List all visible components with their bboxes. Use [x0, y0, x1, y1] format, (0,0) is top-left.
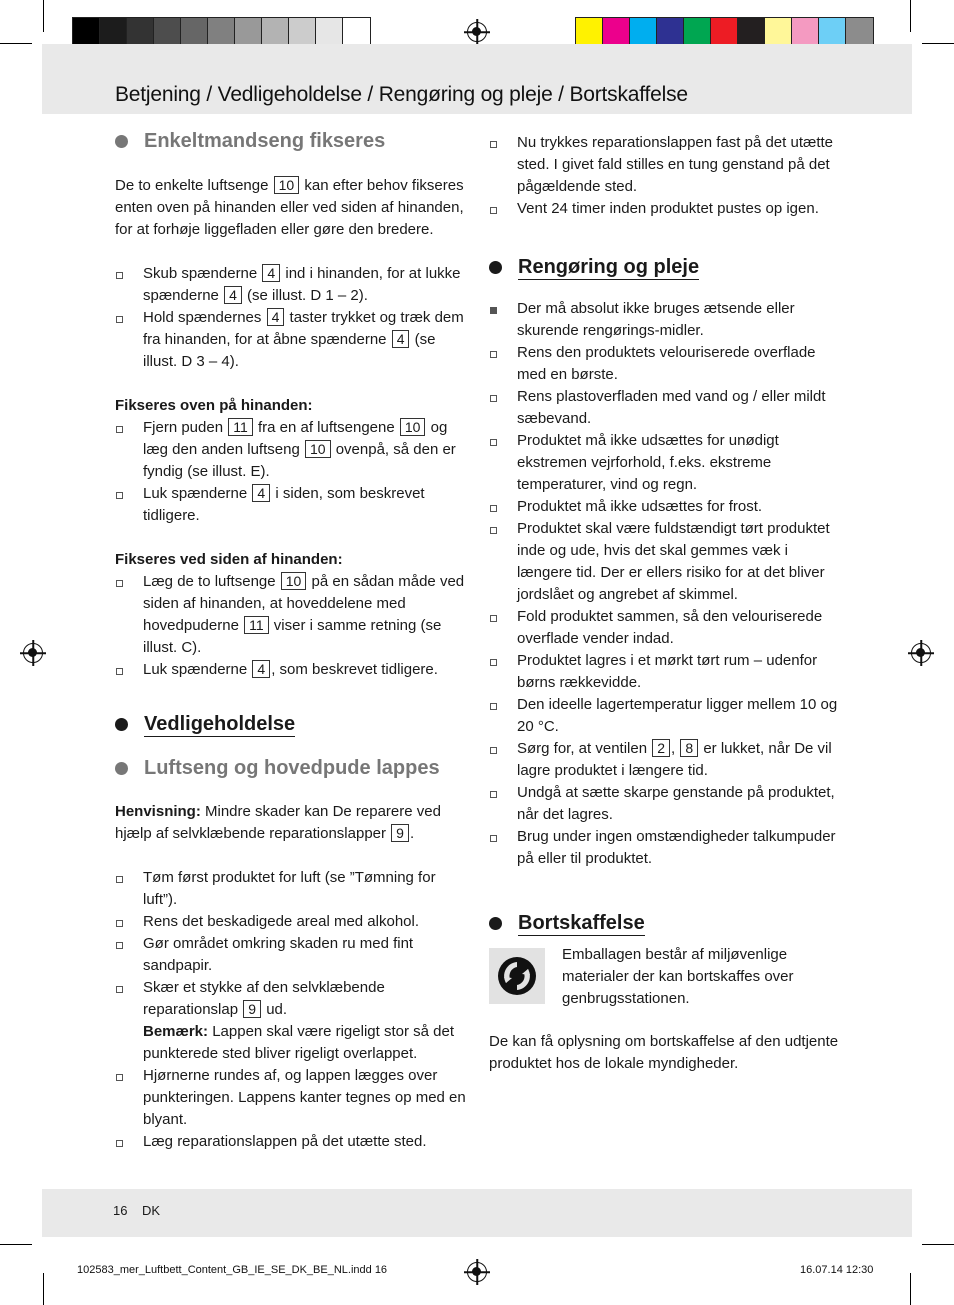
process-swatch [711, 18, 738, 46]
grey-swatch [235, 18, 262, 46]
list-item: Rens plastoverfladen med vand og / eller mildt sæbevand. [489, 386, 844, 430]
grey-swatch [289, 18, 316, 46]
list-item: Fjern puden 11 fra en af luftsengene 10 og læg den anden luftseng 10 ovenpå, så den er fyndig (se illust. E). [115, 417, 467, 483]
note-label: Henvisning: [115, 803, 201, 820]
subheading-oven: Fikseres oven på hinanden: [115, 397, 313, 414]
list-item: Rens den produktets velouriserede overflade med en børste. [489, 342, 844, 386]
page-header [42, 44, 912, 114]
list-item: Produktet skal være fuldstændigt tørt produktet inde og ude, hvis det skal gemmes væk i længere tid. Der er ellers risiko for at det bliver jordslået og angrebet af skimmel. [489, 518, 844, 606]
heading-lappes: Luftseng og hovedpude lappes [115, 755, 440, 781]
process-swatch [603, 18, 630, 46]
list-item: Der må absolut ikke bruges ætsende eller skurende rengørings-midler. [489, 298, 844, 342]
registration-mark-left [23, 643, 43, 663]
grey-swatch [343, 18, 370, 46]
grey-swatch [100, 18, 127, 46]
list-item: Produktet må ikke udsættes for frost. [489, 496, 844, 518]
process-color-bar [575, 17, 874, 47]
list-item: Skær et stykke af den selvklæbende reparationslap 9 ud. Bemærk: Lappen skal være rigeligt stor så det punkterede sted bliver rigeligt overlappet. [115, 977, 467, 1065]
grey-swatch [154, 18, 181, 46]
list-item: Produktet lagres i et mørkt tørt rum – udenfor børns rækkevidde. [489, 650, 844, 694]
list-item: Vent 24 timer inden produktet pustes op igen. [489, 198, 844, 220]
list-item: Tøm først produktet for luft (se ”Tømning for luft”). [115, 867, 467, 911]
part-number-box: 9 [391, 824, 409, 842]
part-number-box: 10 [400, 418, 426, 436]
list-item: Undgå at sætte skarpe genstande på produktet, når det lagres. [489, 782, 844, 826]
remark: Bemærk: Lappen skal være rigeligt stor så det punkterede sted bliver rigeligt overlappet. [143, 1023, 454, 1062]
list-item: Brug under ingen omstændigheder talkumpuder på eller til produktet. [489, 826, 844, 870]
part-number-box: 4 [252, 484, 270, 502]
page-number: 16 [113, 1203, 128, 1218]
heading-enkeltmandseng: Enkeltmandseng fikseres [115, 128, 385, 154]
disposal-icon-text: Emballagen består af miljøvenlige materialer der kan bortskaffes over genbrugsstationen. [562, 946, 794, 1007]
list-item: Sørg for, at ventilen 2 , 8 er lukket, når De vil lagre produktet i længere tid. [489, 738, 844, 782]
part-number-box: 4 [252, 660, 270, 678]
intro-paragraph: De to enkelte luftsenge 10 kan efter behov fikseres enten oven på hinanden eller ved siden af hinanden, for at forhøje liggefladen eller gøre den bredere. [115, 177, 464, 238]
list-item: Hjørnerne rundes af, og lappen lægges over punkteringen. Lappens kanter tegnes op med en blyant. [115, 1065, 467, 1131]
list-item: Luk spænderne 4 i siden, som beskrevet tidligere. [115, 483, 467, 527]
part-number-box: 4 [267, 308, 285, 326]
process-swatch [630, 18, 657, 46]
grey-swatch [127, 18, 154, 46]
heading-rengoering: Rengøring og pleje [489, 254, 699, 280]
list-siden [115, 571, 467, 681]
part-number-box: 10 [274, 176, 300, 194]
process-swatch [765, 18, 792, 46]
process-swatch [657, 18, 684, 46]
slug-date: 16.07.14 12:30 [800, 1264, 874, 1276]
list-oven [115, 417, 467, 527]
language-code: DK [142, 1203, 161, 1218]
list-item: Luk spænderne 4 , som beskrevet tidligere. [115, 659, 467, 681]
grey-swatch [73, 18, 100, 46]
note-paragraph: Henvisning: Mindre skader kan De reparere ved hjælp af selvklæbende reparationslapper 9 . [115, 803, 441, 842]
heading-vedligeholdelse: Vedligeholdelse [115, 711, 295, 737]
list-lappes [115, 867, 467, 1153]
subheading-siden: Fikseres ved siden af hinanden: [115, 551, 343, 568]
list-item: Læg de to luftsenge 10 på en sådan måde ved siden af hinanden, at hoveddelene med hovedpuderne 11 viser i samme retning (se illust. C). [115, 571, 467, 659]
registration-mark-top [467, 22, 487, 42]
left-column [115, 128, 467, 1153]
process-swatch [738, 18, 765, 46]
grey-swatch [262, 18, 289, 46]
process-swatch [819, 18, 846, 46]
part-number-box: 11 [244, 616, 269, 634]
grey-color-bar [72, 17, 371, 47]
part-number-box: 10 [281, 572, 307, 590]
part-number-box: 10 [305, 440, 331, 458]
part-number-box: 4 [224, 286, 242, 304]
grey-swatch [181, 18, 208, 46]
page-footer [42, 1189, 912, 1237]
grey-swatch [316, 18, 343, 46]
remark-label: Bemærk: [143, 1023, 209, 1040]
part-number-box: 11 [228, 418, 253, 436]
process-swatch [576, 18, 603, 46]
process-swatch [846, 18, 873, 46]
grey-swatch [208, 18, 235, 46]
right-column [489, 132, 844, 1075]
list-rengoering [489, 298, 844, 870]
part-number-box: 2 [652, 739, 670, 757]
part-number-box: 4 [392, 330, 410, 348]
slug-filename: 102583_mer_Luftbett_Content_GB_IE_SE_DK_BE_NL.indd 16 [77, 1264, 388, 1276]
list-item: Nu trykkes reparationslappen fast på det utætte sted. I givet fald stilles en tung genstand på det pågældende sted. [489, 132, 844, 198]
list-item: Den ideelle lagertemperatur ligger mellem 10 og 20 °C. [489, 694, 844, 738]
green-dot-recycling-icon [489, 948, 545, 1004]
list-item: Gør området omkring skaden ru med fint sandpapir. [115, 933, 467, 977]
process-swatch [684, 18, 711, 46]
list-continued [489, 132, 844, 220]
heading-bortskaffelse: Bortskaffelse [489, 910, 645, 936]
list-item: Læg reparationslappen på det utætte sted. [115, 1131, 467, 1153]
list-item: Hold spændernes 4 taster trykket og træk dem fra hinanden, for at åbne spænderne 4 (se illust. D 3 – 4). [115, 307, 467, 373]
list-spaender [115, 263, 467, 373]
page-title: Betjening / Vedligeholdelse / Rengøring og pleje / Bortskaffelse [115, 83, 688, 106]
disposal-text: De kan få oplysning om bortskaffelse af den udtjente produktet hos de lokale myndigheder. [489, 1033, 839, 1072]
part-number-box: 4 [262, 264, 280, 282]
list-item: Rens det beskadigede areal med alkohol. [115, 911, 467, 933]
list-item: Skub spænderne 4 ind i hinanden, for at lukke spænderne 4 (se illust. D 1 – 2). [115, 263, 467, 307]
part-number-box: 8 [680, 739, 698, 757]
section-vedligeholdelse [115, 711, 467, 737]
list-item: Produktet må ikke udsættes for unødigt ekstremen vejrforhold, f.eks. ekstreme temperaturer, vind og regn. [489, 430, 844, 496]
registration-mark-right [911, 643, 931, 663]
process-swatch [792, 18, 819, 46]
registration-mark-bottom [467, 1262, 487, 1282]
list-item: Fold produktet sammen, så den velouriserede overflade vender indad. [489, 606, 844, 650]
part-number-box: 9 [243, 1000, 261, 1018]
